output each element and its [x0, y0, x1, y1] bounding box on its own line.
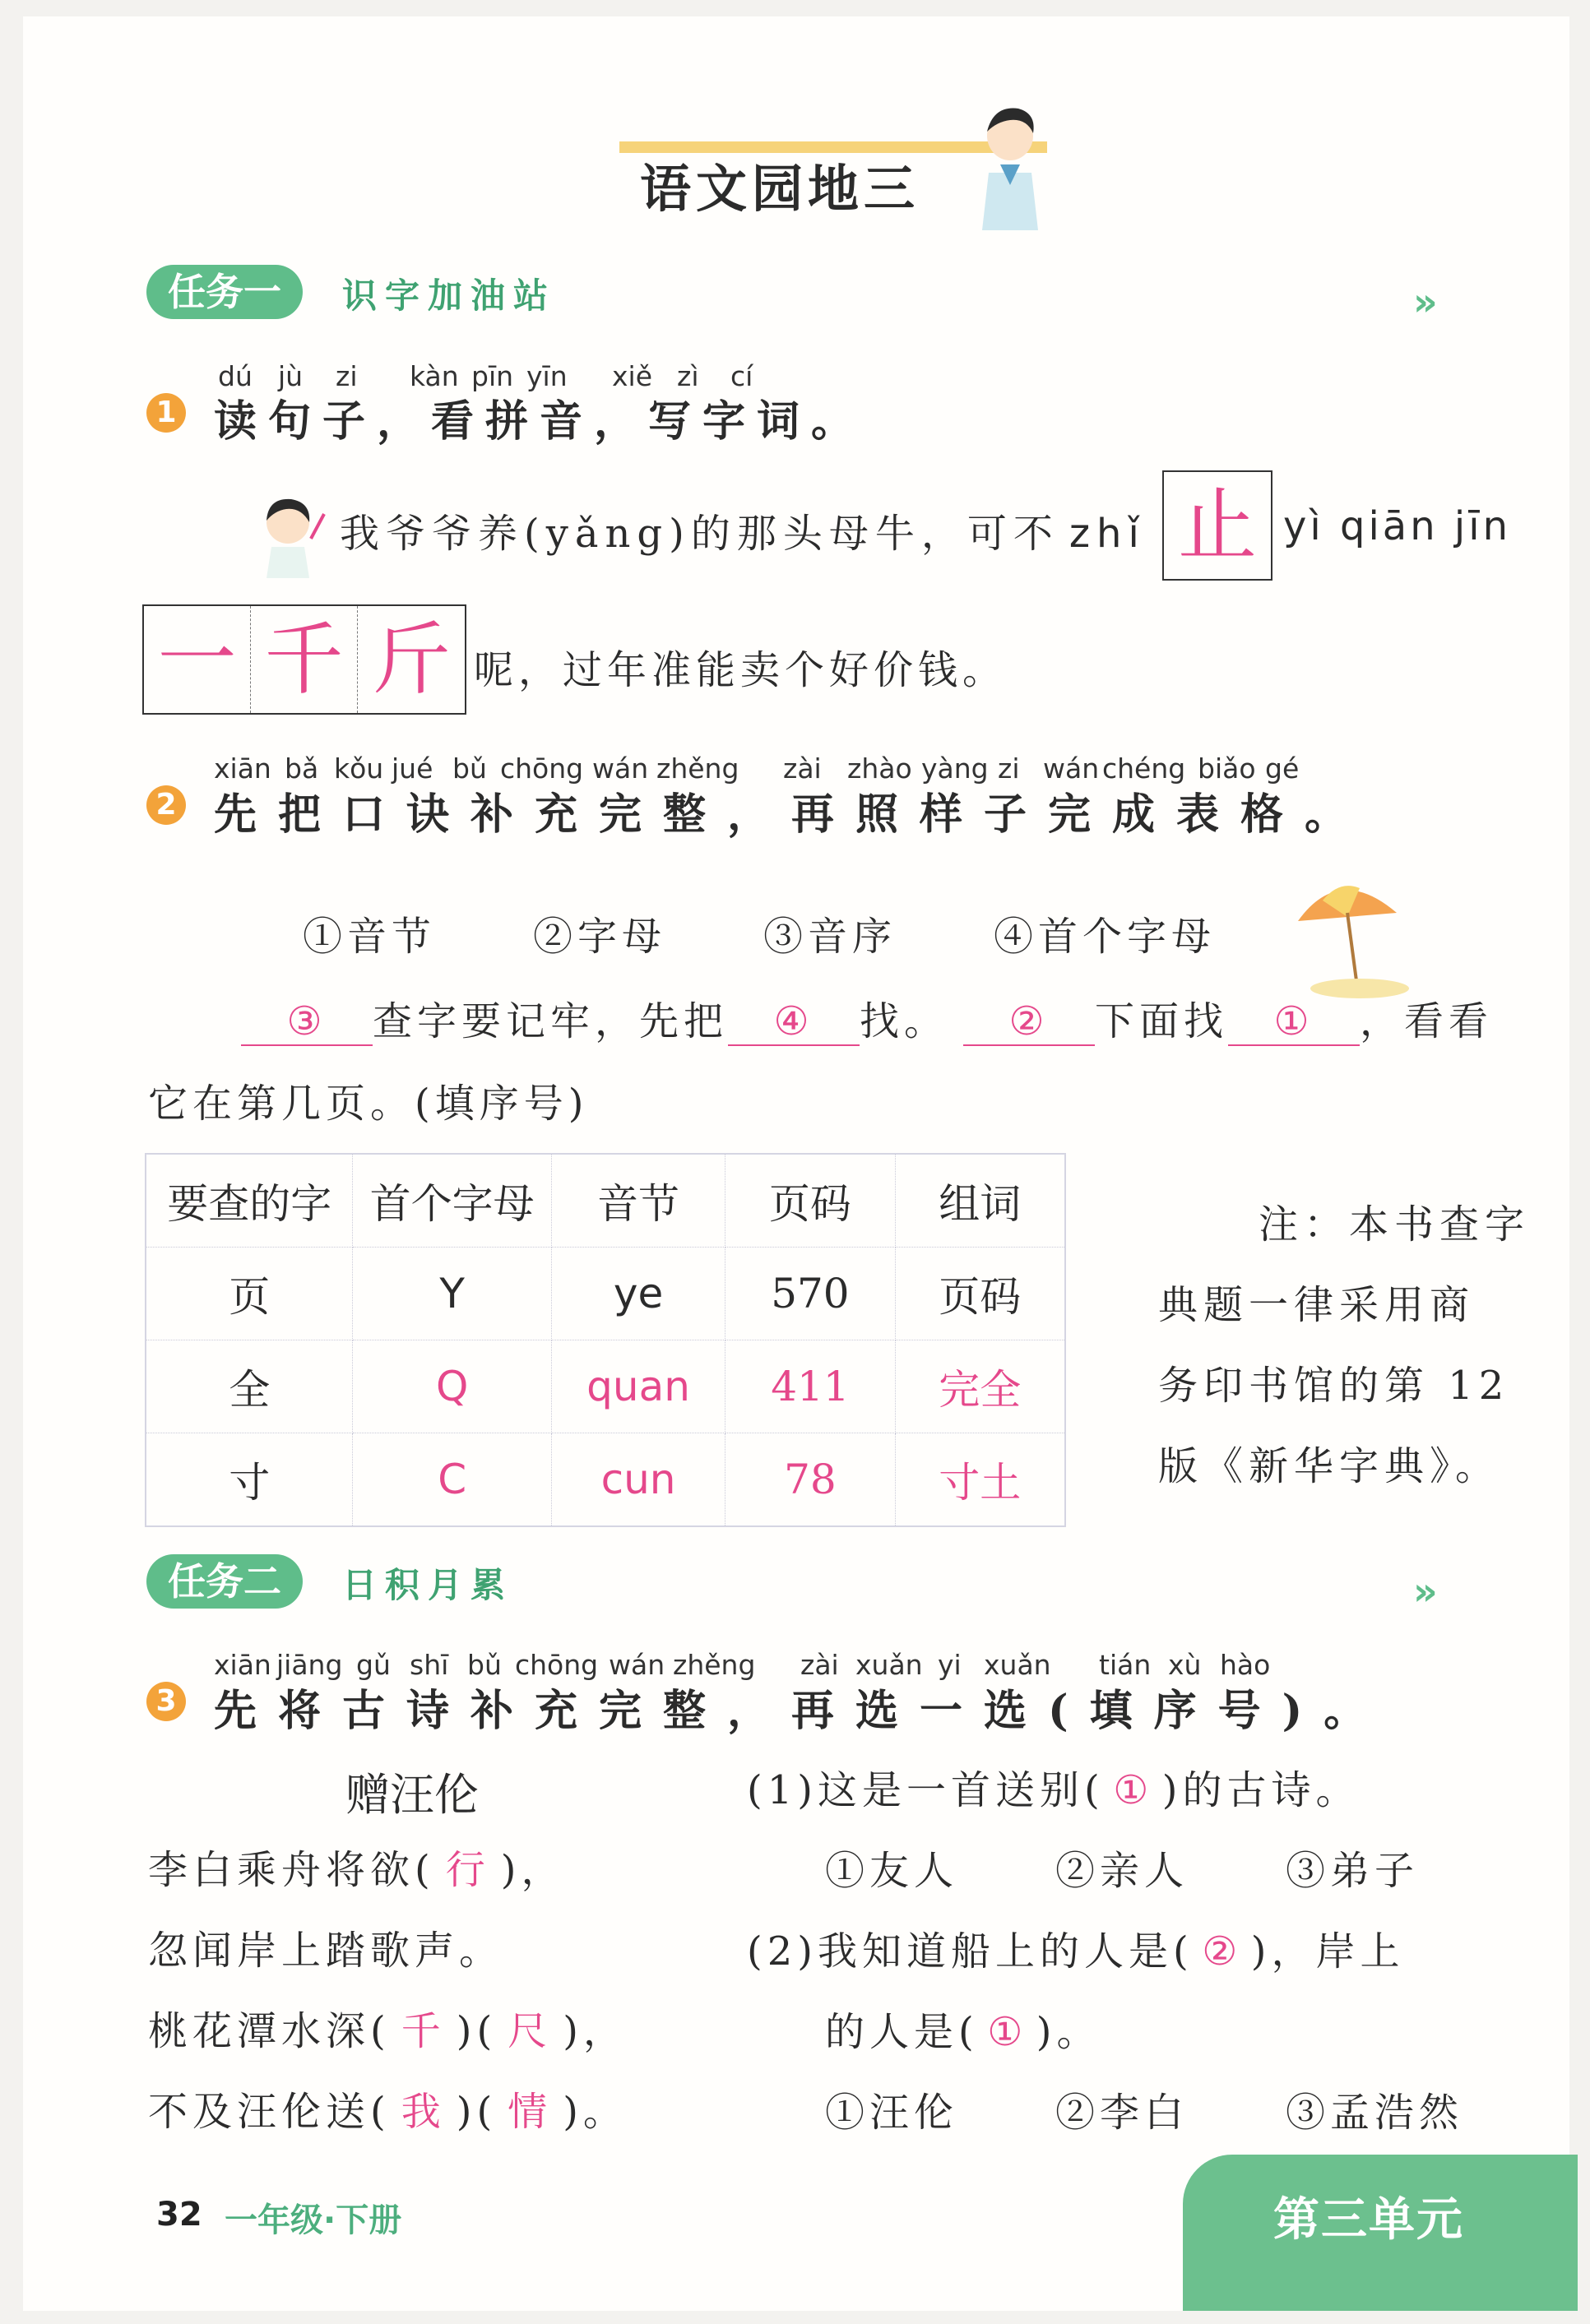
q2-pinyin-11: yàng	[921, 752, 989, 785]
q2-blank-3[interactable]: ②	[963, 998, 1095, 1046]
table-cell: 570	[725, 1248, 895, 1340]
q2-pinyin-2: bǎ	[285, 752, 319, 785]
boy-illustration	[969, 99, 1051, 238]
q3-pinyin-10: xuǎn	[855, 1649, 923, 1681]
table-answer-cell[interactable]: 寸土	[895, 1433, 1065, 1527]
page-title: 语文园地三	[640, 159, 920, 219]
q1-pinyin-1: dú	[218, 360, 253, 392]
workbook-page	[23, 16, 1569, 2311]
q1-pinyin-9: cí	[730, 360, 753, 392]
table-cell: 寸	[146, 1433, 353, 1527]
q3-number: 3	[146, 1682, 186, 1721]
q3-pinyin-2: jiāng	[276, 1649, 343, 1681]
q2-pinyin-1: xiān	[214, 752, 271, 785]
table-cell: ye	[551, 1248, 725, 1340]
q3-sub2-answer[interactable]: ②	[1202, 1928, 1243, 1974]
q2-blank-4[interactable]: ①	[1228, 998, 1360, 1046]
poem-blank[interactable]: 情	[508, 2089, 553, 2135]
q3-pinyin-1: xiān	[214, 1649, 271, 1681]
poem-blank[interactable]: 尺	[508, 2008, 553, 2054]
table-cell: 页码	[895, 1248, 1065, 1340]
q3-sub2-answer-2[interactable]: ①	[987, 2009, 1028, 2055]
q1-instruction: 读句子，看拼音，写字词。	[214, 396, 866, 447]
table-row	[146, 1340, 1065, 1433]
table-cell: Y	[353, 1248, 551, 1340]
q2-blank-1[interactable]: ③	[241, 998, 373, 1046]
table-header: 首个字母	[353, 1154, 551, 1248]
q3-sub1-answer[interactable]: ①	[1113, 1767, 1154, 1813]
chevron-right-icon: »	[1413, 280, 1438, 324]
q2-option-4: ④首个字母	[994, 914, 1217, 960]
table-cell: 全	[146, 1340, 353, 1433]
umbrella-icon	[1282, 863, 1413, 1003]
table-answer-cell[interactable]: quan	[551, 1340, 725, 1433]
q2-number: 2	[146, 785, 186, 825]
table-row	[146, 1248, 1065, 1340]
dictionary-note: 注：本书查字 典题一律采用商 务印书馆的第 12 版《新华字典》。	[1158, 1201, 1531, 1489]
q1-line1-pinyin: yì qiān jīn	[1283, 503, 1511, 549]
poem-line-1: 李白乘舟将欲( 行 )，	[148, 1830, 628, 1910]
task1-tag: 任务一	[146, 265, 303, 319]
q2-pinyin-6: chōng	[500, 752, 584, 785]
q3-pinyin-14: xù	[1168, 1649, 1202, 1681]
table-header: 组词	[895, 1154, 1065, 1248]
q1-pinyin-6: yīn	[526, 360, 568, 392]
q3-pinyin-6: chōng	[515, 1649, 599, 1681]
q3-pinyin-15: hào	[1220, 1649, 1271, 1681]
q2-pinyin-16: gé	[1265, 752, 1300, 785]
poem-title: 赠汪伦	[345, 1769, 479, 1821]
q2-pinyin-3: kǒu	[334, 752, 384, 785]
q2-option-3: ③音序	[763, 914, 897, 960]
q1-number: 1	[146, 393, 186, 433]
q2-pinyin-7: wán	[592, 752, 649, 785]
q2-pinyin-5: bǔ	[452, 752, 487, 785]
q3-sub2: (2)我知道船上的人是( ② )，岸上	[747, 1911, 1463, 1992]
dictionary-table	[145, 1153, 1066, 1527]
q1-write-box-1[interactable]: 止	[1162, 470, 1272, 581]
q2-rhyme-line1: ③ 查字要记牢，先把 ④ 找。 ② 下面找 ① ，看看	[241, 989, 1493, 1046]
q3-pinyin-7: wán	[609, 1649, 665, 1681]
unit-label: 第三单元	[1273, 2193, 1464, 2247]
q3-pinyin-5: bǔ	[467, 1649, 502, 1681]
q3-pinyin-9: zài	[800, 1649, 839, 1681]
poem-blank[interactable]: 我	[401, 2089, 446, 2135]
table-answer-cell[interactable]: Q	[353, 1340, 551, 1433]
q2-option-1: ①音节	[303, 914, 437, 960]
q2-blank-2[interactable]: ④	[728, 998, 860, 1046]
table-row	[146, 1433, 1065, 1527]
q2-pinyin-14: chéng	[1102, 752, 1186, 785]
q2-pinyin-9: zài	[783, 752, 822, 785]
q2-pinyin-12: zi	[998, 752, 1020, 785]
q3-pinyin-3: gǔ	[356, 1649, 391, 1681]
q2-pinyin-4: jué	[392, 752, 433, 785]
table-header: 页码	[725, 1154, 895, 1248]
table-answer-cell[interactable]: cun	[551, 1433, 725, 1527]
q2-option-2: ②字母	[533, 914, 667, 960]
table-header: 音节	[551, 1154, 725, 1248]
q1-write-box-2[interactable]: 一 千 斤	[142, 604, 466, 715]
q3-pinyin-13: tián	[1099, 1649, 1152, 1681]
q3-pinyin-11: yi	[938, 1649, 962, 1681]
table-cell: 页	[146, 1248, 353, 1340]
q3-pinyin-8: zhěng	[673, 1649, 756, 1681]
q3-sub1: (1)这是一首送别( ① )的古诗。	[747, 1750, 1463, 1831]
grade-label: 一年级·下册	[225, 2201, 402, 2239]
q3-sub2-options: ①汪伦 ②李白 ③孟浩然	[825, 2090, 1464, 2136]
task2-tag: 任务二	[146, 1554, 303, 1609]
q2-pinyin-13: wán	[1043, 752, 1100, 785]
q2-rhyme-line2: 它在第几页。(填序号)	[148, 1081, 589, 1127]
task2-subtitle: 日积月累	[342, 1565, 514, 1605]
girl-icon	[253, 489, 327, 580]
q2-pinyin-10: zhào	[847, 752, 912, 785]
poem-lines	[148, 1830, 628, 2152]
table-answer-cell[interactable]: C	[353, 1433, 551, 1527]
q1-pinyin-5: pīn	[471, 360, 514, 392]
q1-pinyin-7: xiě	[612, 360, 653, 392]
page-number: 32	[156, 2196, 202, 2234]
q3-instruction: 先将古诗补充完整，再选一选(填序号)。	[214, 1686, 1388, 1736]
table-answer-cell[interactable]: 411	[725, 1340, 895, 1433]
q1-pinyin-8: zì	[677, 360, 699, 392]
q2-pinyin-15: biǎo	[1198, 752, 1256, 785]
q1-pinyin-4: kàn	[410, 360, 459, 392]
q3-sub1-options: ①友人 ②亲人 ③弟子	[825, 1848, 1420, 1894]
q1-pinyin-2: jù	[278, 360, 304, 392]
q2-instruction: 先把口诀补充完整，再照样子完成表格。	[214, 789, 1370, 840]
q3-sub2-cont: 的人是( ① )。	[747, 1992, 1463, 2072]
poem-line-2: 忽闻岸上踏歌声。	[148, 1928, 504, 1974]
table-answer-cell[interactable]: 完全	[895, 1340, 1065, 1433]
q3-pinyin-4: shī	[410, 1649, 449, 1681]
table-answer-cell[interactable]: 78	[725, 1433, 895, 1527]
q1-line1: 我爷爷养(yǎng)的那头母牛，可不 zhǐ	[340, 511, 1146, 557]
task1-subtitle: 识字加油站	[342, 275, 557, 316]
poem-blank[interactable]: 行	[445, 1847, 490, 1893]
q1-line2: 呢，过年准能卖个好价钱。	[474, 647, 1008, 693]
table-header-row	[146, 1154, 1065, 1248]
q3-pinyin-12: xuǎn	[984, 1649, 1051, 1681]
q3-sub-questions	[747, 1750, 1463, 2153]
poem-blank[interactable]: 千	[401, 2008, 446, 2054]
q1-pinyin-3: zi	[336, 360, 358, 392]
poem-line-4: 不及汪伦送( 我 )( 情 )。	[148, 2072, 628, 2152]
poem-line-3: 桃花潭水深( 千 )( 尺 )，	[148, 1991, 628, 2072]
chevron-right-icon: »	[1413, 1569, 1438, 1613]
table-header: 要查的字	[146, 1154, 353, 1248]
q2-pinyin-8: zhěng	[656, 752, 739, 785]
